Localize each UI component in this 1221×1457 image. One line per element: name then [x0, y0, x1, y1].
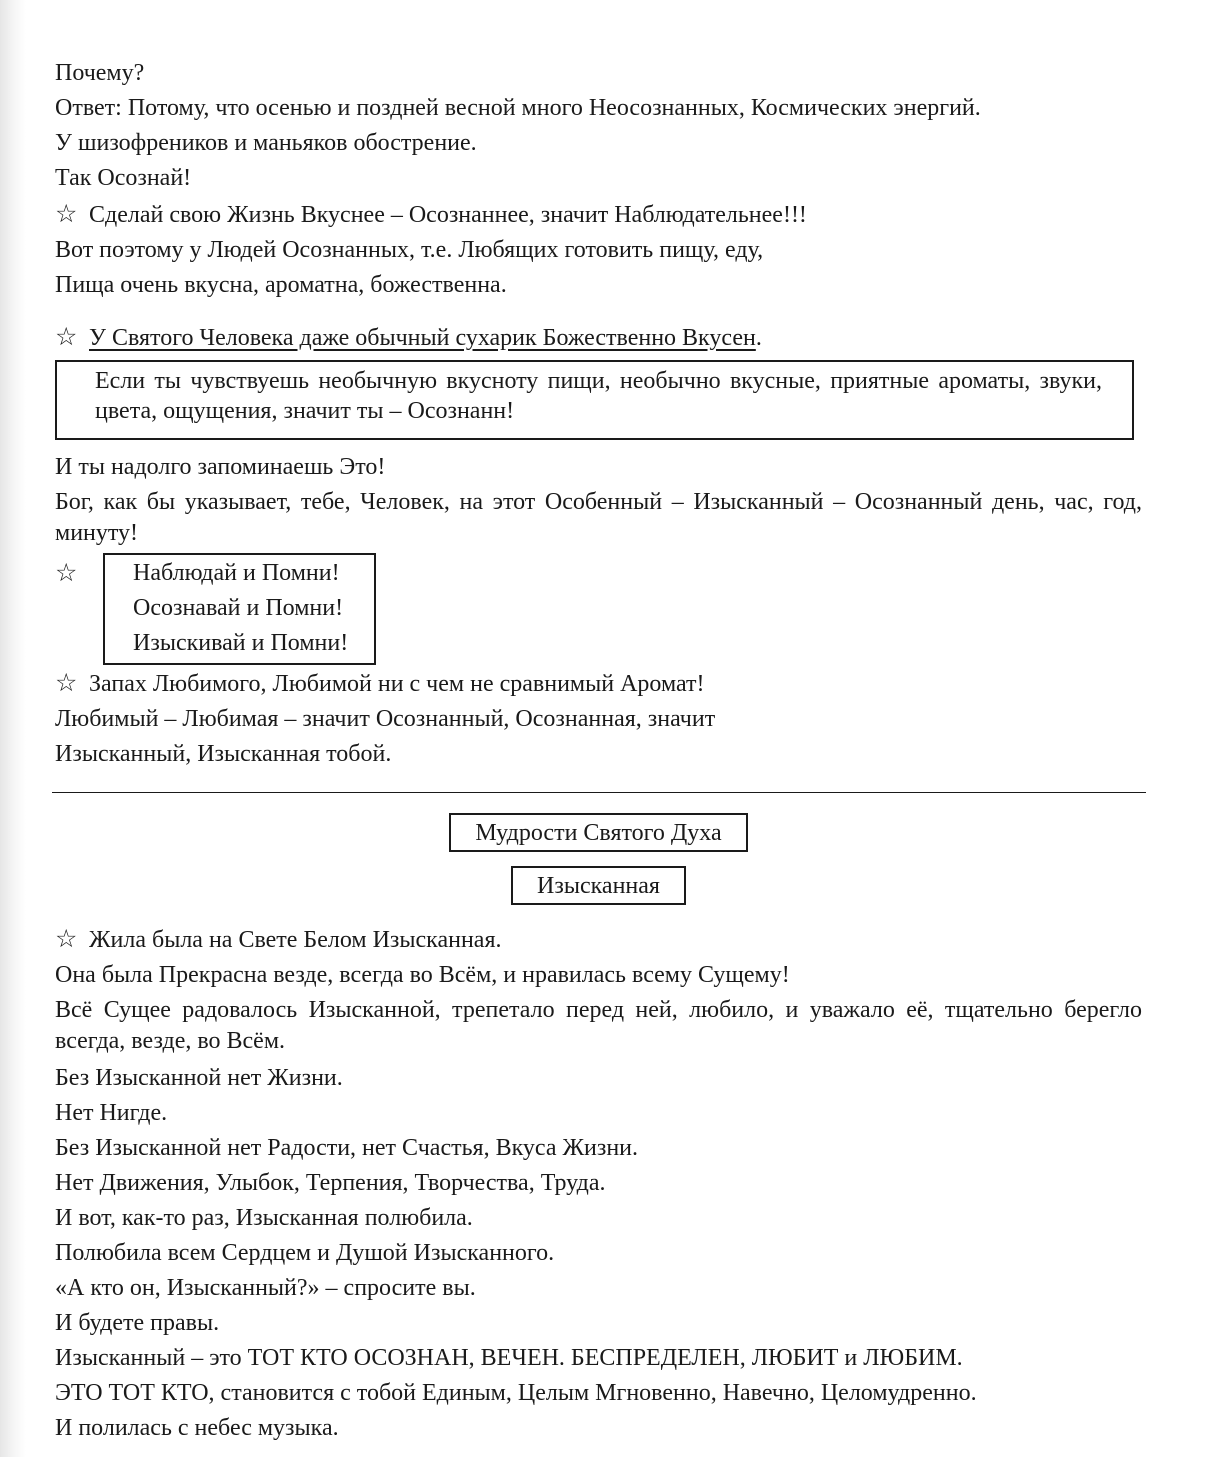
text-line: И вот, как-то раз, Изысканная полюбила.: [55, 1205, 473, 1231]
star-line-text: Жила была на Свете Белом Изысканная.: [89, 927, 502, 953]
page-content: [55, 56, 1142, 1446]
star-line-text: Сделай свою Жизнь Вкуснее – Осознаннее, значит Наблюдательнее!!!: [89, 202, 807, 228]
page-edge-shadow: [0, 0, 26, 1457]
text-line: «А кто он, Изысканный?» – спросите вы.: [55, 1275, 476, 1301]
text-line: ЭТО ТОТ КТО, становится с тобой Единым, Целым Мгновенно, Навечно, Целомудренно.: [55, 1380, 977, 1406]
commands-box: [103, 553, 376, 665]
text-line: У шизофреников и маньяков обострение.: [55, 130, 477, 156]
text-line: Нет Нигде.: [55, 1100, 168, 1126]
text-line: Без Изысканной нет Радости, нет Счастья, Вкуса Жизни.: [55, 1135, 639, 1161]
command-line: Осознавай и Помни!: [133, 595, 344, 621]
star-line-text: Запах Любимого, Любимой ни с чем не сравнимый Аромат!: [89, 671, 705, 697]
spacer: [55, 303, 1142, 319]
spacer: [55, 905, 1142, 921]
star-line: [55, 921, 1142, 958]
justified-paragraph: Всё Сущее радовалось Изысканной, трепетало перед ней, любило, и уважало её, тщательно берегло всегда, везде, во Всём.: [55, 997, 1142, 1054]
text-line: Она была Прекрасна везде, всегда во Всём, и нравилась всему Сущему!: [55, 962, 790, 988]
star-line: [55, 196, 1142, 233]
justified-paragraph: Бог, как бы указывает, тебе, Человек, на этот Особенный – Изысканный – Осознанный день, час, год, минуту!: [55, 489, 1142, 546]
text-line: Любимый – Любимая – значит Осознанный, Осознанная, значит: [55, 706, 716, 732]
text-line: Изысканный – это ТОТ КТО ОСОЗНАН, ВЕЧЕН. БЕСПРЕДЕЛЕН, ЛЮБИТ и ЛЮБИМ.: [55, 1345, 963, 1371]
star-line: [55, 665, 1142, 702]
section-subtitle: Изысканная: [511, 866, 686, 905]
text-line: Полюбила всем Сердцем и Душой Изысканного.: [55, 1240, 555, 1266]
star-line-underlined: [55, 319, 1142, 356]
text-line: Почему?: [55, 60, 145, 86]
star-icon: ☆: [55, 322, 78, 351]
text-line: Нет Движения, Улыбок, Терпения, Творчества, Труда.: [55, 1170, 606, 1196]
command-line: Изыскивай и Помни!: [133, 630, 349, 656]
text-line: И будете правы.: [55, 1310, 220, 1336]
section-divider: [52, 792, 1146, 793]
star-icon: ☆: [55, 199, 78, 228]
star-icon: ☆: [55, 668, 78, 697]
boxed-paragraph: Если ты чувствуешь необычную вкусноту пищи, необычно вкусные, приятные ароматы, звуки, цвета, ощущения, значит ты – Осознанн!: [55, 360, 1134, 440]
text-line: И полилась с небес музыка.: [55, 1415, 339, 1441]
text-line: Ответ: Потому, что осенью и поздней весной много Неосознанных, Космических энергий.: [55, 95, 981, 121]
text-line: Изысканный, Изысканная тобой.: [55, 741, 392, 767]
section-title: Мудрости Святого Духа: [449, 813, 747, 852]
text-line: И ты надолго запоминаешь Это!: [55, 454, 386, 480]
text-line: Так Осознай!: [55, 165, 192, 191]
text-line: Без Изысканной нет Жизни.: [55, 1065, 343, 1091]
underlined-text: У Святого Человека даже обычный сухарик Божественно Вкусен: [89, 325, 756, 351]
text-line: Вот поэтому у Людей Осознанных, т.е. Любящих готовить пищу, еду,: [55, 237, 764, 263]
star-icon: ☆: [55, 924, 78, 953]
commands-block: [55, 553, 1142, 665]
star-icon: ☆: [55, 558, 78, 587]
command-line: Наблюдай и Помни!: [133, 560, 340, 586]
text-line: Пища очень вкусна, ароматна, божественна.: [55, 272, 507, 298]
punctuation: .: [755, 325, 762, 351]
